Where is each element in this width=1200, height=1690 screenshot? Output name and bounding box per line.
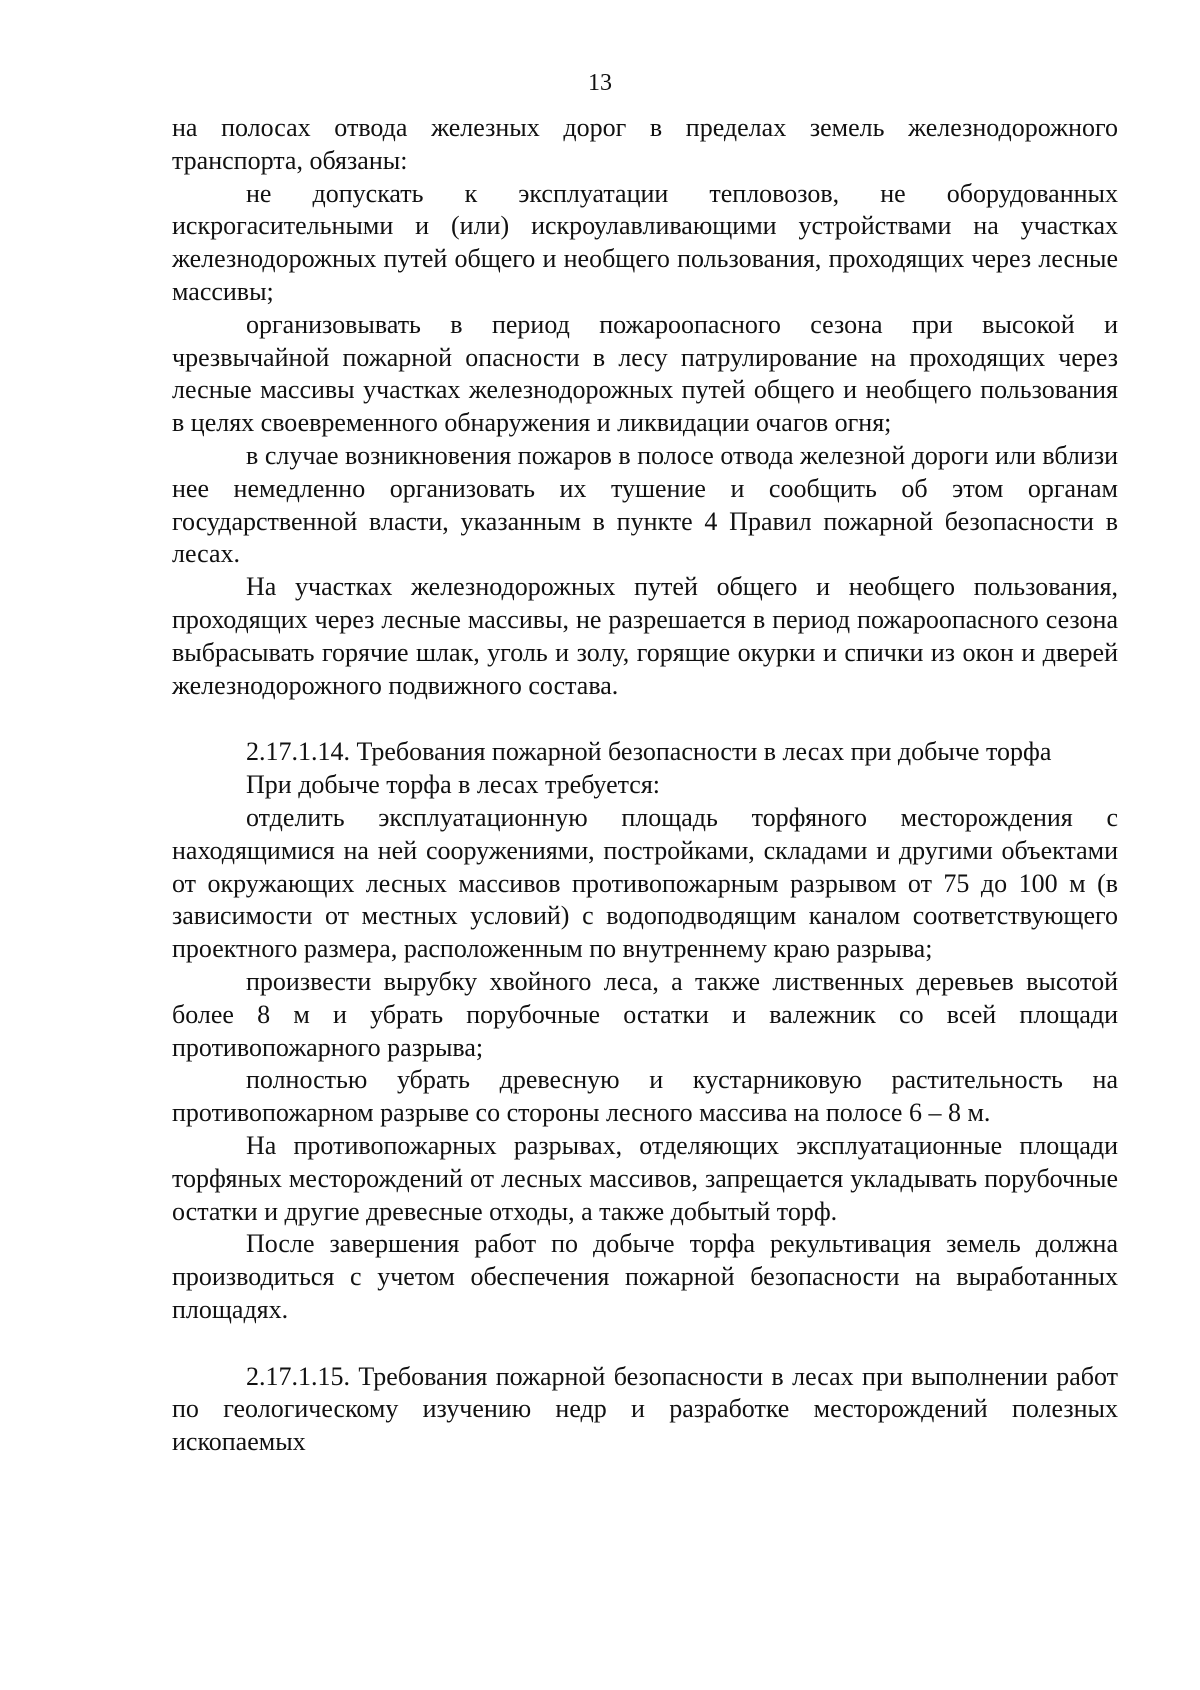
section-heading-2-17-1-14: 2.17.1.14. Требования пожарной безопасности в лесах при добыче торфа bbox=[246, 737, 1052, 767]
paragraph-patrol: организовывать в период пожароопасного сезона при высокой и чрезвычайной пожарной опасности в лесу патрулирование на проходящих через лесные массивы участках железнодорожных путей общего и необщего пользования в целях своевременного обнаружения и ликвидации очагов огня; bbox=[172, 309, 1118, 438]
document-body bbox=[172, 112, 1118, 1459]
paragraph-firebreak: отделить эксплуатационную площадь торфяного месторождения с находящимися на ней сооружениями, постройками, складами и другими объектами от окружающих лесных массивов противопожарным разрывом от 75 до 100 м (в зависимости от местных условий) с водоподводящим каналом соответствующего проектного размера, расположенным по внутреннему краю разрыва; bbox=[172, 802, 1118, 964]
paragraph-continuation: на полосах отвода железных дорог в пределах земель железнодорожного транспорта, обязаны: bbox=[172, 113, 1118, 175]
paragraph-locomotives: не допускать к эксплуатации тепловозов, не оборудованных искрогасительными и (или) искроулавливающими устройствами на участках железнодорожных путей общего и необщего пользования, проходящих через лесные массивы; bbox=[172, 178, 1118, 306]
paragraph-clearing: произвести вырубку хвойного леса, а также лиственных деревьев высотой более 8 м и убрать порубочные остатки и валежник со всей площади противопожарного разрыва; bbox=[172, 966, 1118, 1062]
paragraph-reclamation: После завершения работ по добыче торфа рекультивация земель должна производиться с учетом обеспечения пожарной безопасности на выработанных площадях. bbox=[172, 1229, 1118, 1324]
paragraph-fire-response: в случае возникновения пожаров в полосе отвода железной дороги или вблизи нее немедленно организовать их тушение и сообщить об этом органам государственной власти, указанным в пункте 4 Правил пожарной безопасности в лесах. bbox=[172, 440, 1118, 569]
paragraph-firebreak-prohibition: На противопожарных разрывах, отделяющих эксплуатационные площади торфяных месторождений от лесных массивов, запрещается укладывать порубочные остатки и другие древесные отходы, а также добытый торф. bbox=[172, 1130, 1118, 1226]
paragraph-vegetation: полностью убрать древесную и кустарниковую растительность на противопожарном разрыве со стороны лесного массива на полосе 6 – 8 м. bbox=[172, 1065, 1118, 1128]
page-number: 13 bbox=[588, 70, 612, 96]
paragraph-prohibition: На участках железнодорожных путей общего и необщего пользования, проходящих через лесные массивы, не разрешается в период пожароопасного сезона выбрасывать горячие шлак, уголь и золу, горящие окурки и спички из окон и дверей железнодорожного подвижного состава. bbox=[172, 572, 1118, 700]
section-heading-2-17-1-15: 2.17.1.15. Требования пожарной безопасности в лесах при выполнении работ по геологическому изучению недр и разработке месторождений полезных ископаемых bbox=[172, 1361, 1118, 1457]
paragraph-peat-requirements: При добыче торфа в лесах требуется: bbox=[246, 770, 661, 800]
